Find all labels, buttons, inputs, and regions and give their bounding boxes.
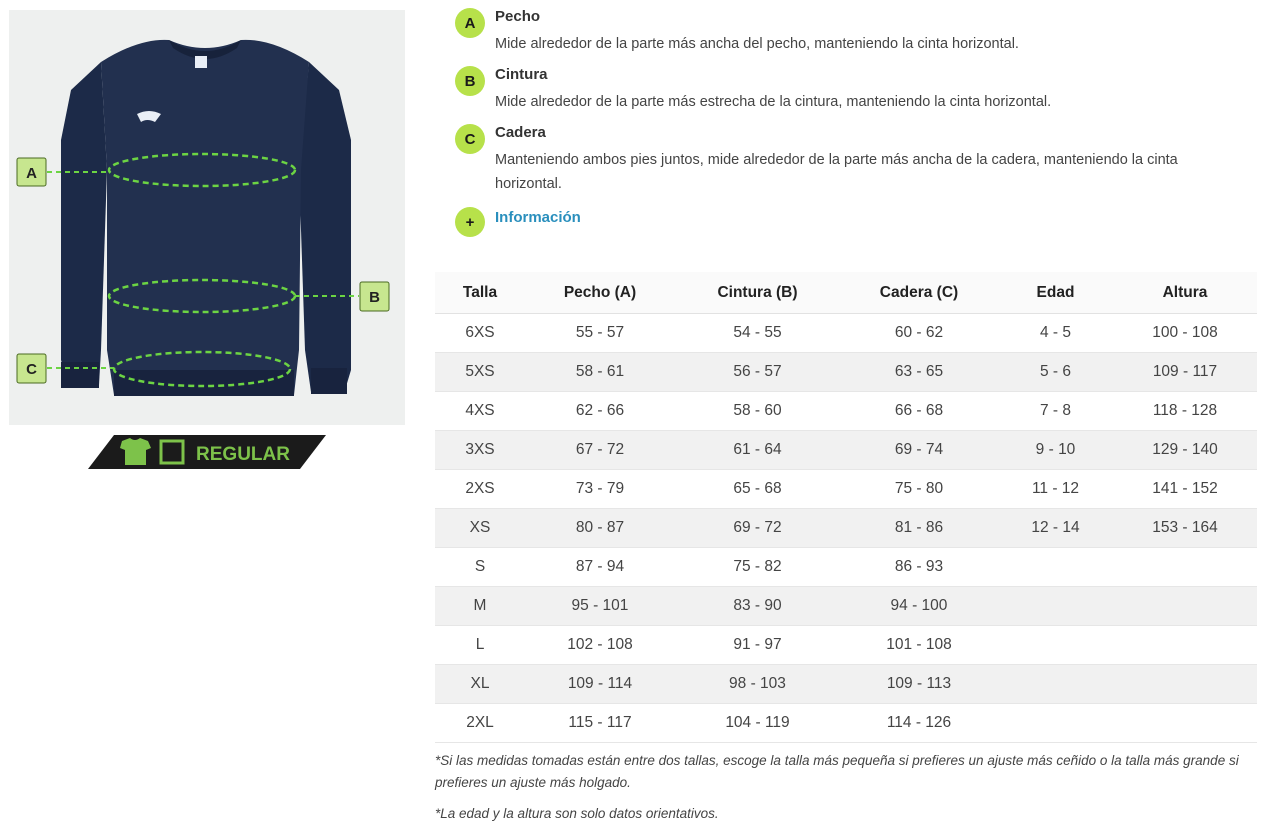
cell-cadera: 69 - 74 <box>840 431 998 470</box>
cell-cadera: 86 - 93 <box>840 548 998 587</box>
fit-type-banner <box>88 435 326 469</box>
cell-cadera: 94 - 100 <box>840 587 998 626</box>
sweater-illustration <box>9 10 405 425</box>
table-row <box>435 353 1257 392</box>
cell-talla: XL <box>435 665 525 704</box>
cell-talla: XS <box>435 509 525 548</box>
measure-title: Cadera <box>495 124 546 141</box>
table-row <box>435 548 1257 587</box>
cell-cintura: 61 - 64 <box>675 431 840 470</box>
table-row <box>435 704 1257 743</box>
header-pecho: Pecho (A) <box>525 272 675 314</box>
cell-edad: 5 - 6 <box>998 353 1113 392</box>
cell-pecho: 73 - 79 <box>525 470 675 509</box>
svg-text:B: B <box>369 289 380 306</box>
cell-pecho: 80 - 87 <box>525 509 675 548</box>
cell-edad: 11 - 12 <box>998 470 1113 509</box>
cell-altura <box>1113 587 1257 626</box>
size-note: *Si las medidas tomadas están entre dos tallas, escoge la talla más pequeña si prefieres un ajuste más ceñido o la talla más grande si prefieres un ajuste más holgado. <box>435 753 1239 790</box>
cell-talla: 2XS <box>435 470 525 509</box>
badge-b: B <box>455 66 485 96</box>
cell-cadera: 109 - 113 <box>840 665 998 704</box>
table-row <box>435 587 1257 626</box>
cell-edad <box>998 665 1113 704</box>
cell-altura: 141 - 152 <box>1113 470 1257 509</box>
label-b-marker <box>360 282 389 311</box>
cell-cintura: 83 - 90 <box>675 587 840 626</box>
cell-edad <box>998 626 1113 665</box>
measure-title: Pecho <box>495 8 541 25</box>
cell-talla: 6XS <box>435 314 525 353</box>
cell-cadera: 63 - 65 <box>840 353 998 392</box>
cell-edad <box>998 587 1113 626</box>
table-row <box>435 470 1257 509</box>
table-row <box>435 431 1257 470</box>
cell-cintura: 54 - 55 <box>675 314 840 353</box>
badge-c: C <box>455 124 485 154</box>
badge-a: A <box>455 8 485 38</box>
measure-title: Cintura <box>495 66 548 83</box>
plus-icon[interactable]: + <box>455 207 485 237</box>
cell-cadera: 66 - 68 <box>840 392 998 431</box>
cell-altura <box>1113 548 1257 587</box>
size-table <box>435 272 1257 743</box>
cell-altura <box>1113 665 1257 704</box>
cell-pecho: 115 - 117 <box>525 704 675 743</box>
cell-pecho: 109 - 114 <box>525 665 675 704</box>
table-row <box>435 314 1257 353</box>
cell-pecho: 58 - 61 <box>525 353 675 392</box>
label-c-marker <box>17 354 46 383</box>
cell-talla: 2XL <box>435 704 525 743</box>
cell-cadera: 75 - 80 <box>840 470 998 509</box>
cell-altura: 100 - 108 <box>1113 314 1257 353</box>
orientation-note: *La edad y la altura son solo datos orientativos. <box>435 806 719 821</box>
cell-cintura: 91 - 97 <box>675 626 840 665</box>
measure-description: Mide alrededor de la parte más ancha del pecho, manteniendo la cinta horizontal. <box>495 36 1019 52</box>
table-row <box>435 509 1257 548</box>
cell-cintura: 65 - 68 <box>675 470 840 509</box>
cell-pecho: 62 - 66 <box>525 392 675 431</box>
cell-cadera: 114 - 126 <box>840 704 998 743</box>
cell-cintura: 69 - 72 <box>675 509 840 548</box>
cell-altura: 129 - 140 <box>1113 431 1257 470</box>
cell-altura: 118 - 128 <box>1113 392 1257 431</box>
cell-edad: 9 - 10 <box>998 431 1113 470</box>
cell-cintura: 58 - 60 <box>675 392 840 431</box>
cell-cadera: 60 - 62 <box>840 314 998 353</box>
cell-talla: 4XS <box>435 392 525 431</box>
measure-description: Mide alrededor de la parte más estrecha de la cintura, manteniendo la cinta horizontal. <box>495 94 1052 110</box>
cell-altura: 153 - 164 <box>1113 509 1257 548</box>
measure-description: Manteniendo ambos pies juntos, mide alrededor de la parte más ancha de la cadera, manteniendo la cinta horizontal. <box>495 152 1178 192</box>
cell-talla: M <box>435 587 525 626</box>
cell-edad: 7 - 8 <box>998 392 1113 431</box>
cell-pecho: 102 - 108 <box>525 626 675 665</box>
cell-talla: L <box>435 626 525 665</box>
table-row <box>435 665 1257 704</box>
cell-cintura: 56 - 57 <box>675 353 840 392</box>
cell-pecho: 87 - 94 <box>525 548 675 587</box>
header-cadera: Cadera (C) <box>840 272 998 314</box>
cell-pecho: 67 - 72 <box>525 431 675 470</box>
header-altura: Altura <box>1113 272 1257 314</box>
cell-talla: 5XS <box>435 353 525 392</box>
product-image <box>9 10 405 425</box>
header-edad: Edad <box>998 272 1113 314</box>
cell-altura <box>1113 626 1257 665</box>
cell-altura <box>1113 704 1257 743</box>
cell-talla: S <box>435 548 525 587</box>
cell-edad: 12 - 14 <box>998 509 1113 548</box>
table-row <box>435 392 1257 431</box>
svg-text:A: A <box>26 165 37 182</box>
cell-talla: 3XS <box>435 431 525 470</box>
cell-cintura: 75 - 82 <box>675 548 840 587</box>
cell-pecho: 55 - 57 <box>525 314 675 353</box>
cell-cadera: 81 - 86 <box>840 509 998 548</box>
header-talla: Talla <box>435 272 525 314</box>
cell-altura: 109 - 117 <box>1113 353 1257 392</box>
cell-edad <box>998 548 1113 587</box>
label-a-marker <box>17 158 46 186</box>
table-header-row <box>435 272 1257 314</box>
header-cintura: Cintura (B) <box>675 272 840 314</box>
cell-cintura: 98 - 103 <box>675 665 840 704</box>
cell-cintura: 104 - 119 <box>675 704 840 743</box>
fit-label: REGULAR <box>196 444 290 465</box>
cell-cadera: 101 - 108 <box>840 626 998 665</box>
table-row <box>435 626 1257 665</box>
svg-text:C: C <box>26 361 37 378</box>
cell-pecho: 95 - 101 <box>525 587 675 626</box>
cell-edad: 4 - 5 <box>998 314 1113 353</box>
cell-edad <box>998 704 1113 743</box>
info-link[interactable]: Información <box>495 209 581 226</box>
